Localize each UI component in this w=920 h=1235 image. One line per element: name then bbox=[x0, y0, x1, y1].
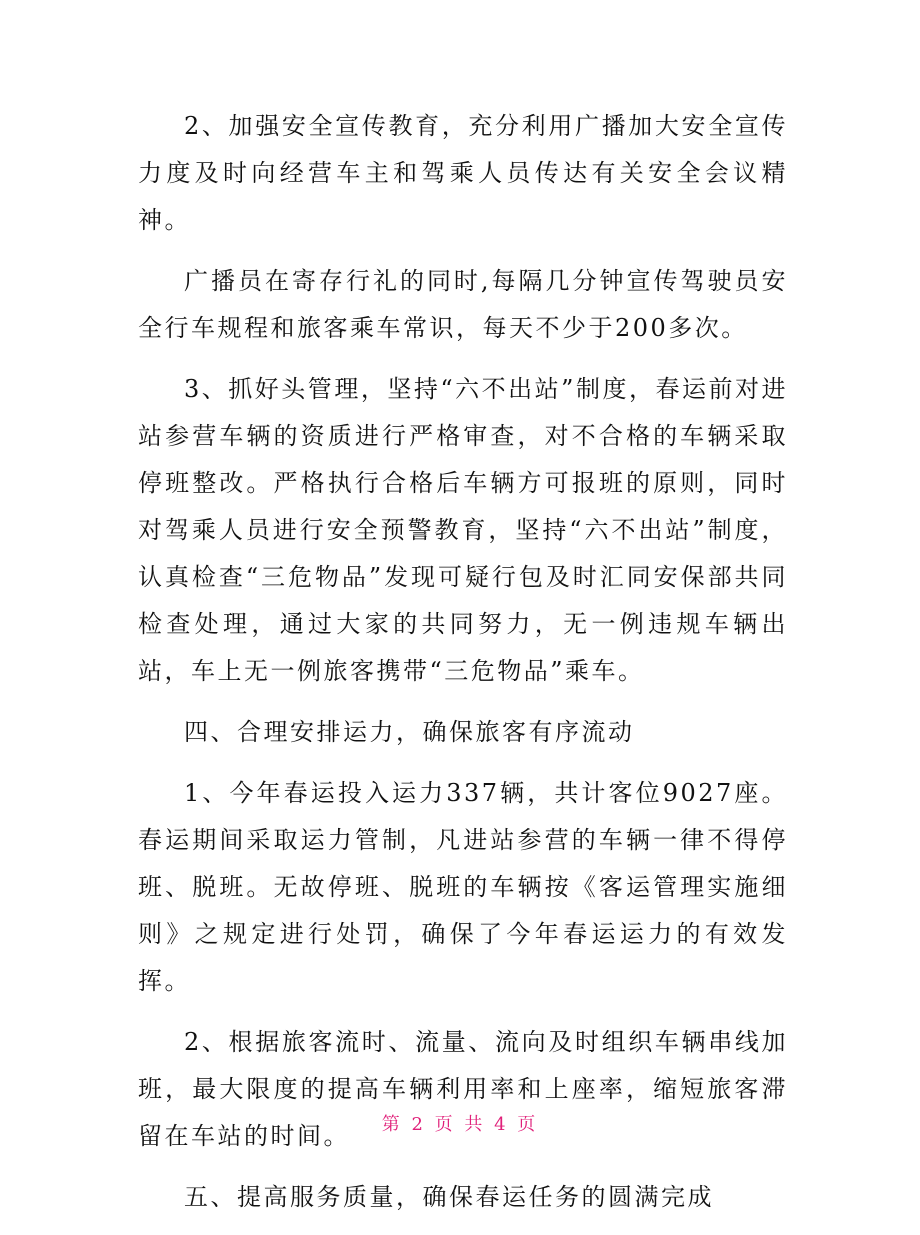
paragraph-extra-runs: 2、根据旅客流时、流量、流向及时组织车辆串线加班，最大限度的提高车辆利用率和上座率，缩短旅客滞留在车站的时间。 bbox=[138, 1028, 788, 1150]
document-body bbox=[138, 103, 788, 1235]
paragraph-broadcaster: 广播员在寄存行礼的同时,每隔几分钟宣传驾驶员安全行车规程和旅客乘车常识，每天不少于200多次。 bbox=[138, 267, 788, 342]
section-heading-capacity: 四、合理安排运力，确保旅客有序流动 bbox=[184, 718, 635, 746]
section-heading-service-quality: 五、提高服务质量，确保春运任务的圆满完成 bbox=[184, 1183, 714, 1211]
paragraph-safety-propaganda: 2、加强安全宣传教育，充分利用广播加大安全宣传力度及时向经营车主和驾乘人员传达有关安全会议精神。 bbox=[138, 112, 788, 234]
paragraph-capacity-investment: 1、今年春运投入运力337辆，共计客位9027座。春运期间采取运力管制，凡进站参营的车辆一律不得停班、脱班。无故停班、脱班的车辆按《客运管理实施细则》之规定进行处罚，确保了今年春运运力的有效发挥。 bbox=[138, 779, 788, 995]
page-number-footer: 第 2 页 共 4 页 bbox=[381, 1114, 539, 1135]
paragraph-station-management: 3、抓好头管理，坚持“六不出站”制度，春运前对进站参营车辆的资质进行严格审查，对不合格的车辆采取停班整改。严格执行合格后车辆方可报班的原则，同时对驾乘人员进行安全预警教育，坚持“六不出站”制度，认真检查“三危物品”发现可疑行包及时汇同安保部共同检查处理，通过大家的共同努力，无一例违规车辆出站，车上无一例旅客携带“三危物品”乘车。 bbox=[138, 375, 788, 685]
